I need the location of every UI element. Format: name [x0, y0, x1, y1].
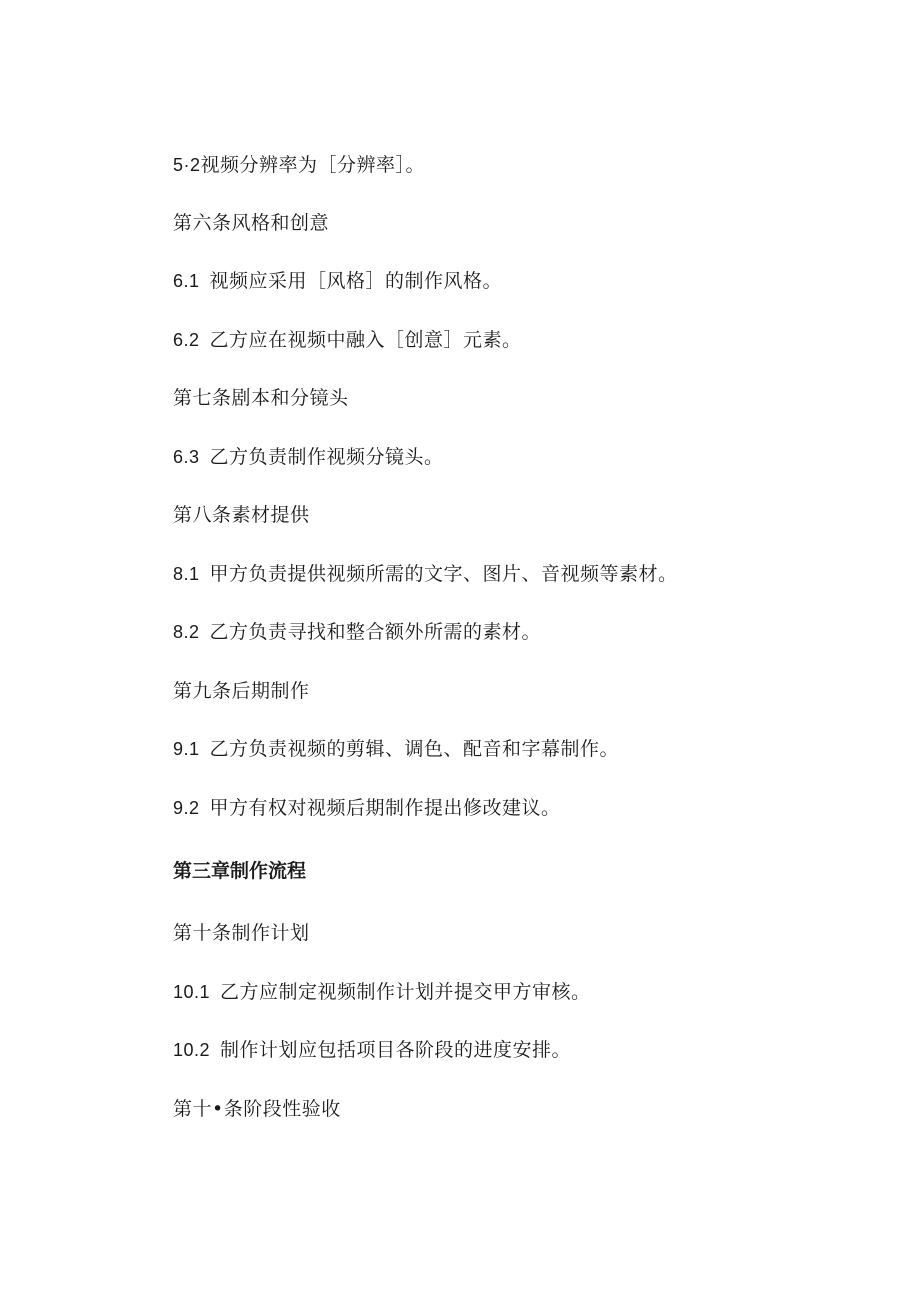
- clause-6-2: [173, 328, 522, 352]
- clause-text: 甲方有权对视频后期制作提出修改建议。: [209, 797, 561, 819]
- clause-number: 9.2: [173, 798, 200, 818]
- clause-text: 视频分辨率为［分辨率］。: [200, 154, 426, 176]
- clause-number: 10.2: [173, 1040, 211, 1060]
- clause-text: 乙方应在视频中融入［创意］元素。: [209, 329, 522, 351]
- clause-number: 6.3: [173, 447, 200, 467]
- article-10-heading: 第十条制作计划: [173, 922, 310, 944]
- clause-8-1: [173, 562, 678, 586]
- clause-number: 6.2: [173, 330, 200, 350]
- clause-number: 9.1: [173, 739, 200, 759]
- clause-number: 8.1: [173, 564, 200, 584]
- clause-text: 制作计划应包括项目各阶段的进度安排。: [220, 1039, 572, 1061]
- clause-text: 甲方负责提供视频所需的文字、图片、音视频等素材。: [209, 563, 678, 585]
- clause-text: 乙方应制定视频制作计划并提交甲方审核。: [220, 981, 591, 1003]
- clause-9-2: [173, 796, 561, 820]
- clause-number: 6.1: [173, 271, 200, 291]
- clause-text: 视频应采用［风格］的制作风格。: [209, 270, 503, 292]
- clause-number: 10.1: [173, 982, 211, 1002]
- clause-5-2: [173, 153, 425, 177]
- clause-6-3: [173, 445, 444, 469]
- clause-text: 乙方负责寻找和整合额外所需的素材。: [209, 621, 542, 643]
- clause-10-1: [173, 980, 591, 1004]
- clause-10-2: [173, 1038, 571, 1062]
- article-9-heading: 第九条后期制作: [173, 680, 310, 702]
- clause-6-1: [173, 269, 502, 293]
- clause-number: 5·2: [173, 155, 201, 175]
- clause-number: 8.2: [173, 622, 200, 642]
- clause-9-1: [173, 737, 619, 761]
- clause-8-2: [173, 620, 541, 644]
- article-11-heading: 第十•条阶段性验收: [173, 1098, 341, 1120]
- article-6-heading: 第六条风格和创意: [173, 212, 330, 234]
- clause-text: 乙方负责制作视频分镜头。: [209, 446, 444, 468]
- article-7-heading: 第七条剧本和分镜头: [173, 387, 349, 409]
- chapter-3-heading: 第三章制作流程: [173, 860, 307, 882]
- article-8-heading: 第八条素材提供: [173, 504, 310, 526]
- clause-text: 乙方负责视频的剪辑、调色、配音和字幕制作。: [209, 738, 620, 760]
